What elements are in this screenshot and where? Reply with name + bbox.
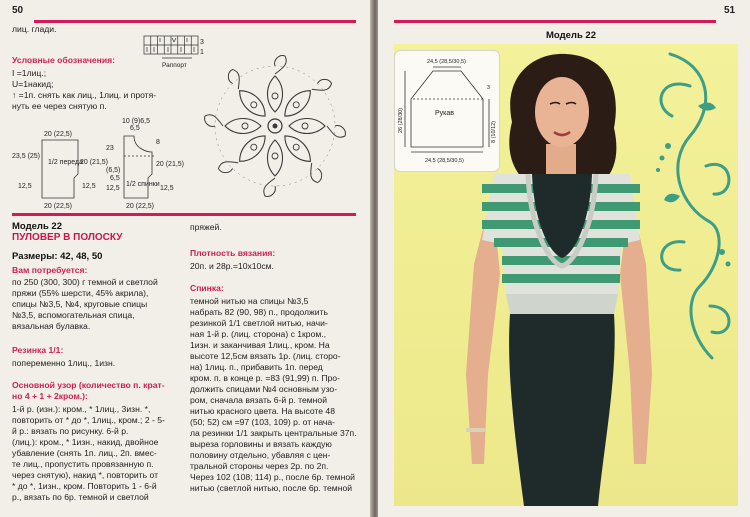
garment-schematic bbox=[10, 118, 200, 210]
lace-motif-illustration bbox=[200, 38, 350, 208]
dim-right-b: 12,5 bbox=[82, 183, 96, 190]
front-piece-label: 1/2 переда bbox=[48, 159, 83, 166]
chart-row-3: 3 bbox=[200, 39, 204, 46]
top-text: лиц. глади. bbox=[12, 24, 57, 34]
legend-item: I =1лиц.; bbox=[12, 68, 47, 78]
back-line: нитью красного цвета. На высоте 48 bbox=[190, 406, 335, 416]
chart-row-1: 1 bbox=[200, 49, 204, 56]
back-line: резинкой 1/1 светлой нитью, начи- bbox=[190, 318, 328, 328]
top-rule-right bbox=[394, 20, 716, 23]
dim-back-mid-b: 6,5 bbox=[110, 175, 120, 182]
density-line: 20п. и 28р.=10х10см. bbox=[190, 261, 274, 271]
top-rule-left bbox=[34, 20, 356, 23]
model-photo bbox=[454, 44, 664, 506]
model-number: Модель 22 bbox=[12, 221, 62, 232]
materials-title: Вам потребуется: bbox=[12, 265, 88, 275]
rib-title: Резинка 1/1: bbox=[12, 345, 64, 355]
dim-back-left: 23 bbox=[106, 145, 114, 152]
back-line: набрать 82 (90, 98) п., продолжить bbox=[190, 307, 328, 317]
rib-line: попеременно 1лиц., 1изн. bbox=[12, 358, 116, 368]
back-line: ром, сначала вязать 6-й р. темной bbox=[190, 395, 328, 405]
sleeve-dim-top: 24,5 (28,5/30,5) bbox=[427, 59, 466, 65]
sleeve-dim-bottom: 24,5 (28,5/30,5) bbox=[425, 158, 464, 164]
back-line: кром. п. в конце р. =83 (91,99) п. Про- bbox=[190, 373, 340, 383]
dim-back-top: 6,5 bbox=[130, 125, 140, 132]
dim-back-left-b: 12,5 bbox=[106, 185, 120, 192]
main-pattern-line: * до *, 1изн., кром. Повторить 1 - 6-й bbox=[12, 481, 157, 491]
density-title: Плотность вязания: bbox=[190, 248, 276, 258]
main-pattern-line: р., вязать по 6р. темной и светлой bbox=[12, 492, 149, 502]
materials-line: вязальная булавка. bbox=[12, 321, 91, 331]
sleeve-label: Рукав bbox=[435, 110, 454, 117]
page-number-left: 50 bbox=[12, 5, 24, 16]
main-pattern-line: 1-й р. (изн.): кром., * 1лиц., 3изн. *, bbox=[12, 404, 151, 414]
dim-back-right: 20 (21,5) bbox=[156, 161, 185, 168]
back-line: на) 1лиц. п., прибавить 1п. перед bbox=[190, 362, 323, 372]
back-line: темной нитью на спицы №3,5 bbox=[190, 296, 309, 306]
sizes-line: Размеры: 42, 48, 50 bbox=[12, 251, 103, 262]
back-line: ла резинки 1/1 закрыть центральные 37п. bbox=[190, 428, 357, 438]
dim-bottom-front: 20 (22,5) bbox=[44, 203, 73, 210]
back-line: тральной стороны через 2р. по 2п. bbox=[190, 461, 329, 471]
teal-ornament bbox=[650, 46, 738, 366]
materials-line: спицы №3,5, №4, круговые спицы bbox=[12, 299, 148, 309]
dim-left-a: 23,5 (25) bbox=[12, 153, 41, 160]
main-pattern-line: повторить от * до *, 1лиц., кром.; 2 - 5- bbox=[12, 415, 165, 425]
dim-back-side: 8 bbox=[156, 139, 160, 146]
back-line: должить спицами №4 основным узо- bbox=[190, 384, 338, 394]
back-title: Спинка: bbox=[190, 283, 224, 293]
back-line: Через 102 (108; 114) р., после 6р. темной bbox=[190, 472, 355, 482]
col2-top-line: пряжей. bbox=[190, 222, 222, 232]
dim-back-bottom: 20 (22,5) bbox=[126, 203, 155, 210]
back-line: ная 1-й р. (лиц. сторона) с 1кром., bbox=[190, 329, 327, 339]
main-pattern-line: й р.: вязать по рисунку. 6-й р. bbox=[12, 426, 129, 436]
back-line: выреза горловины и вязать каждую bbox=[190, 439, 332, 449]
main-pattern-line: через снятую), накид *, повторить от bbox=[12, 470, 159, 480]
back-line: (50; 52) см =97 (103, 109) р. от нача- bbox=[190, 417, 336, 427]
main-pattern-line: (лиц.): кром., * 1изн., накид, двойное bbox=[12, 437, 159, 447]
main-pattern-line: убавление (снять 1п. лиц., 2п. вмес- bbox=[12, 448, 157, 458]
dim-left-b: 12,5 bbox=[18, 183, 32, 190]
materials-line: №3,5, вспомогательная спица, bbox=[12, 310, 135, 320]
dim-back-mid-a: (6,5) bbox=[106, 167, 121, 174]
main-pattern-title: но 4 + 1 + 2кром.): bbox=[12, 391, 88, 401]
back-line: высоте 12,5см вязать 1р. (лиц. сторо- bbox=[190, 351, 341, 361]
pattern-title: ПУЛОВЕР В ПОЛОСКУ bbox=[12, 232, 123, 243]
dim-back-top2: 10 (9)6,5 bbox=[122, 118, 151, 125]
legend-item: U=1накид; bbox=[12, 79, 54, 89]
dim-back-right-b: 12,5 bbox=[160, 185, 174, 192]
dim-right-a: 20 (21,5) bbox=[80, 159, 109, 166]
back-line: нитью (светлой нитью, после 6р. темной bbox=[190, 483, 353, 493]
sleeve-dim-left: 26 (28/30) bbox=[398, 107, 404, 133]
back-line: половину отдельно, убавляя с цен- bbox=[190, 450, 331, 460]
main-pattern-line: те лиц., пропустить провязанную п. bbox=[12, 459, 154, 469]
chart-repeat-label: Раппорт bbox=[162, 62, 187, 69]
materials-line: по 250 (300, 300) г темной и светлой bbox=[12, 277, 158, 287]
sleeve-dim-right-b: 3 bbox=[487, 85, 491, 91]
legend-title: Условные обозначения: bbox=[12, 55, 115, 65]
right-page bbox=[378, 0, 750, 517]
legend-item: ↑ =1п. снять как лиц., 1лиц. и протя- bbox=[12, 90, 157, 100]
back-line: 1изн. и заканчивая 1лиц., кром. На bbox=[190, 340, 330, 350]
left-page bbox=[0, 0, 372, 517]
legend-item: нуть ее через снятую п. bbox=[12, 101, 107, 111]
main-pattern-title: Основной узор (количество п. крат- bbox=[12, 380, 165, 390]
sleeve-dim-right-a: 8 (10/12) bbox=[491, 120, 497, 143]
model-label-right: Модель 22 bbox=[546, 30, 596, 41]
materials-line: пряжи (55% шерсти, 45% акрила), bbox=[12, 288, 149, 298]
back-piece-label: 1/2 спинки bbox=[126, 181, 160, 188]
section-rule-left bbox=[12, 213, 356, 216]
page-number-right: 51 bbox=[724, 5, 736, 16]
dim-top-front: 20 (22,5) bbox=[44, 131, 73, 138]
